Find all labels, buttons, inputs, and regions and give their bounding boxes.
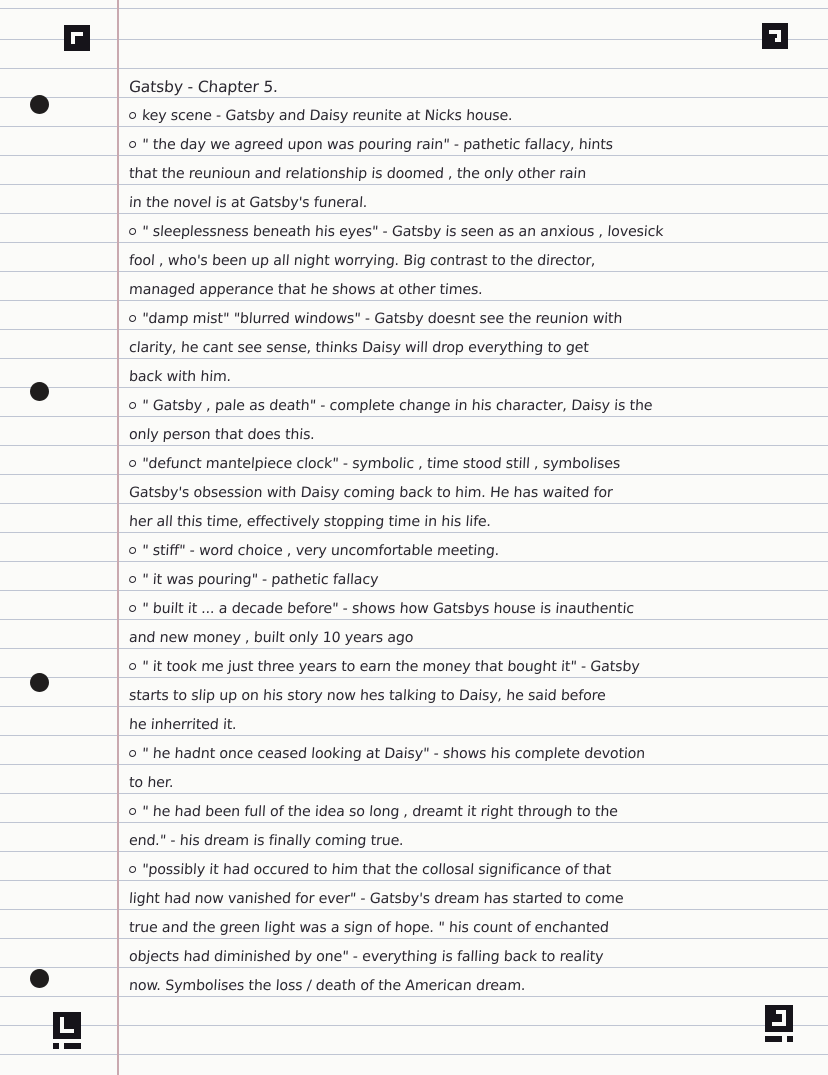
note-line: [128, 189, 828, 218]
note-line-text: " he hadnt once ceased looking at Daisy" - shows his complete devotion: [141, 746, 646, 762]
note-line: [128, 276, 828, 305]
note-line: [128, 914, 828, 943]
punch-hole: [30, 95, 49, 114]
note-line-text: Gatsby's obsession with Daisy coming back to him. He has waited for: [128, 485, 614, 501]
note-line: [128, 247, 828, 276]
note-line-text: objects had diminished by one" - everything is falling back to reality: [128, 949, 604, 965]
notes-title: Gatsby - Chapter 5.: [128, 78, 279, 96]
note-line-text: to her.: [128, 775, 175, 791]
note-line: [128, 102, 828, 131]
punch-hole: [30, 382, 49, 401]
note-line: [128, 653, 828, 682]
scan-corner-marker: [64, 25, 90, 51]
note-line-text: fool , who's been up all night worrying. Big contrast to the director,: [128, 253, 596, 269]
note-line-text: key scene - Gatsby and Daisy reunite at Nicks house.: [141, 108, 514, 124]
note-line-text: " sleeplessness beneath his eyes" - Gatsby is seen as an anxious , lovesick: [141, 224, 664, 240]
note-line-text: " the day we agreed upon was pouring rain" - pathetic fallacy, hints: [141, 137, 614, 153]
note-line: [128, 682, 828, 711]
handwritten-notes: [128, 73, 828, 1001]
bullet-circle-icon: [129, 402, 136, 409]
note-line: [128, 392, 828, 421]
note-line-text: " Gatsby , pale as death" - complete change in his character, Daisy is the: [141, 398, 653, 414]
note-line-text: " it took me just three years to earn the money that bought it" - Gatsby: [141, 659, 641, 675]
note-line-text: " stiff" - word choice , very uncomfortable meeting.: [141, 543, 500, 559]
scan-corner-marker: [765, 1005, 793, 1043]
note-line-text: " he had been full of the idea so long , dreamt it right through to the: [141, 804, 619, 820]
note-line-text: he inherrited it.: [128, 717, 238, 733]
note-line: [128, 479, 828, 508]
note-line-text: that the reunioun and relationship is doomed , the only other rain: [128, 166, 587, 182]
note-line-text: and new money , built only 10 years ago: [128, 630, 414, 646]
note-line: [128, 624, 828, 653]
bullet-circle-icon: [129, 576, 136, 583]
note-line: [128, 943, 828, 972]
note-line: [128, 537, 828, 566]
note-line-text: "defunct mantelpiece clock" - symbolic , time stood still , symbolises: [141, 456, 621, 472]
note-line: [128, 421, 828, 450]
bullet-circle-icon: [129, 663, 136, 670]
note-line: [128, 334, 828, 363]
note-line-text: " it was pouring" - pathetic fallacy: [141, 572, 379, 588]
note-line: [128, 740, 828, 769]
note-line: [128, 508, 828, 537]
note-line-text: in the novel is at Gatsby's funeral.: [128, 195, 368, 211]
bullet-circle-icon: [129, 315, 136, 322]
bullet-circle-icon: [129, 750, 136, 757]
note-line-text: starts to slip up on his story now hes talking to Daisy, he said before: [128, 688, 607, 704]
note-line: [128, 595, 828, 624]
note-line: [128, 711, 828, 740]
punch-hole: [30, 673, 49, 692]
note-line: [128, 856, 828, 885]
bullet-circle-icon: [129, 866, 136, 873]
note-line: [128, 218, 828, 247]
note-line-text: back with him.: [128, 369, 232, 385]
note-line-text: "possibly it had occured to him that the collosal significance of that: [141, 862, 612, 878]
note-line-text: "damp mist" "blurred windows" - Gatsby doesnt see the reunion with: [141, 311, 623, 327]
note-line-text: her all this time, effectively stopping time in his life.: [128, 514, 492, 530]
bullet-circle-icon: [129, 228, 136, 235]
bullet-circle-icon: [129, 112, 136, 119]
note-line-text: light had now vanished for ever" - Gatsby's dream has started to come: [128, 891, 625, 907]
bullet-circle-icon: [129, 460, 136, 467]
note-line-text: now. Symbolises the loss / death of the American dream.: [128, 978, 526, 994]
note-line: [128, 769, 828, 798]
note-line-text: " built it ... a decade before" - shows how Gatsbys house is inauthentic: [141, 601, 635, 617]
note-line: [128, 972, 828, 1001]
bullet-circle-icon: [129, 547, 136, 554]
scan-corner-marker: [53, 1012, 81, 1050]
punch-hole: [30, 969, 49, 988]
note-line-text: true and the green light was a sign of hope. " his count of enchanted: [128, 920, 610, 936]
note-line: [128, 450, 828, 479]
scan-corner-marker: [762, 23, 788, 49]
note-line: [128, 363, 828, 392]
margin-line: [117, 0, 119, 1075]
bullet-circle-icon: [129, 808, 136, 815]
note-line: [128, 827, 828, 856]
note-line-text: end." - his dream is finally coming true.: [128, 833, 405, 849]
bullet-circle-icon: [129, 605, 136, 612]
note-line-text: managed apperance that he shows at other times.: [128, 282, 484, 298]
bullet-circle-icon: [129, 141, 136, 148]
note-line: [128, 798, 828, 827]
note-line: [128, 566, 828, 595]
note-line-text: only person that does this.: [128, 427, 316, 443]
note-line: [128, 160, 828, 189]
note-line: [128, 131, 828, 160]
note-line-text: clarity, he cant see sense, thinks Daisy will drop everything to get: [128, 340, 590, 356]
note-line: [128, 305, 828, 334]
note-line: [128, 885, 828, 914]
